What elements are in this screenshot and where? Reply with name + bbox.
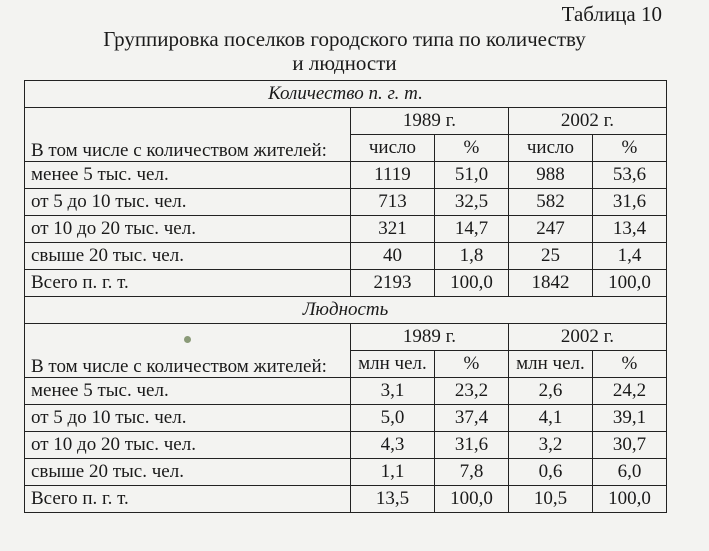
cell: 4,3 xyxy=(350,432,434,459)
row-label: от 10 до 20 тыс. чел. xyxy=(25,432,351,459)
cell: 24,2 xyxy=(592,378,666,405)
cell: 3,2 xyxy=(508,432,592,459)
cell: 13,4 xyxy=(592,216,666,243)
year-header-row xyxy=(25,324,667,351)
subheader-label: В том числе с количеством жителей: xyxy=(25,324,351,378)
cell: 40 xyxy=(350,243,434,270)
cell: 23,2 xyxy=(434,378,508,405)
row-label: от 5 до 10 тыс. чел. xyxy=(25,189,351,216)
cell: 51,0 xyxy=(434,162,508,189)
cell: 6,0 xyxy=(592,459,666,486)
cell: 1,8 xyxy=(434,243,508,270)
cell: 713 xyxy=(350,189,434,216)
table-title-line1: Группировка поселков городского типа по количеству xyxy=(103,27,586,51)
cell: 39,1 xyxy=(592,405,666,432)
row-label: от 5 до 10 тыс. чел. xyxy=(25,405,351,432)
cell: 31,6 xyxy=(592,189,666,216)
col-header-count: число xyxy=(508,135,592,162)
cell: 247 xyxy=(508,216,592,243)
table-row xyxy=(25,378,667,405)
col-header-millions: млн чел. xyxy=(350,351,434,378)
cell: 32,5 xyxy=(434,189,508,216)
col-header-percent: % xyxy=(592,135,666,162)
section-heading: Людность xyxy=(25,297,667,324)
table-row xyxy=(25,432,667,459)
cell: 14,7 xyxy=(434,216,508,243)
total-row xyxy=(25,486,667,513)
table-title-line2: и людности xyxy=(292,51,397,75)
row-label: менее 5 тыс. чел. xyxy=(25,162,351,189)
table-row xyxy=(25,243,667,270)
cell: 100,0 xyxy=(434,270,508,297)
cell: 3,1 xyxy=(350,378,434,405)
col-header-millions: млн чел. xyxy=(508,351,592,378)
cell: 0,6 xyxy=(508,459,592,486)
cell: 2193 xyxy=(350,270,434,297)
cell: 100,0 xyxy=(434,486,508,513)
cell: 7,8 xyxy=(434,459,508,486)
year-1989: 1989 г. xyxy=(350,324,508,351)
col-header-percent: % xyxy=(592,351,666,378)
table-number: Таблица 10 xyxy=(561,2,662,26)
cell: 582 xyxy=(508,189,592,216)
year-2002: 2002 г. xyxy=(508,324,666,351)
col-header-percent: % xyxy=(434,135,508,162)
row-label: менее 5 тыс. чел. xyxy=(25,378,351,405)
table-row xyxy=(25,405,667,432)
total-label: Всего п. г. т. xyxy=(25,270,351,297)
cell: 321 xyxy=(350,216,434,243)
total-label: Всего п. г. т. xyxy=(25,486,351,513)
cell: 100,0 xyxy=(592,270,666,297)
data-table xyxy=(24,80,667,513)
cell: 5,0 xyxy=(350,405,434,432)
cell: 1,1 xyxy=(350,459,434,486)
section-heading-row xyxy=(25,81,667,108)
row-label: свыше 20 тыс. чел. xyxy=(25,459,351,486)
cell: 37,4 xyxy=(434,405,508,432)
year-header-row xyxy=(25,108,667,135)
cell: 30,7 xyxy=(592,432,666,459)
cell: 1119 xyxy=(350,162,434,189)
row-label: свыше 20 тыс. чел. xyxy=(25,243,351,270)
section-heading: Количество п. г. т. xyxy=(25,81,667,108)
cell: 1,4 xyxy=(592,243,666,270)
year-2002: 2002 г. xyxy=(508,108,666,135)
table-row xyxy=(25,189,667,216)
cell: 100,0 xyxy=(592,486,666,513)
cell: 1842 xyxy=(508,270,592,297)
subheader-label: В том числе с количеством жителей: xyxy=(25,108,351,162)
total-row xyxy=(25,270,667,297)
cell: 2,6 xyxy=(508,378,592,405)
cell: 4,1 xyxy=(508,405,592,432)
cell: 13,5 xyxy=(350,486,434,513)
cell: 988 xyxy=(508,162,592,189)
cell: 25 xyxy=(508,243,592,270)
row-label: от 10 до 20 тыс. чел. xyxy=(25,216,351,243)
table-row xyxy=(25,162,667,189)
col-header-count: число xyxy=(350,135,434,162)
cell: 10,5 xyxy=(508,486,592,513)
table-row xyxy=(25,216,667,243)
col-header-percent: % xyxy=(434,351,508,378)
table-row xyxy=(25,459,667,486)
cell: 31,6 xyxy=(434,432,508,459)
year-1989: 1989 г. xyxy=(350,108,508,135)
cell: 53,6 xyxy=(592,162,666,189)
section-heading-row xyxy=(25,297,667,324)
